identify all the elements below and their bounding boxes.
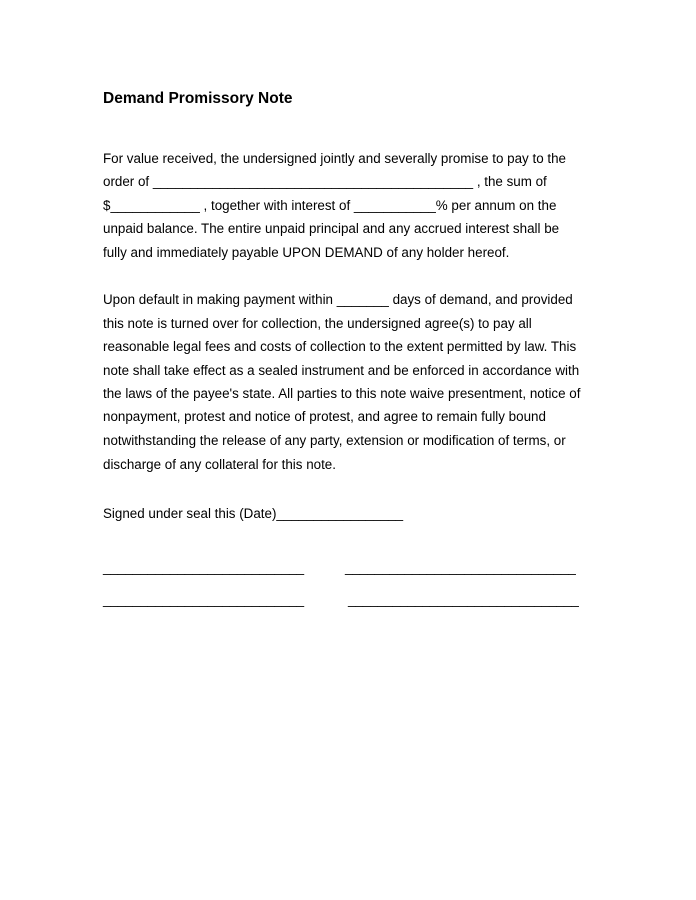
paragraph1-line: fully and immediately payable UPON DEMAND of any holder hereof. [103,245,510,260]
paragraph2-line: notwithstanding the release of any party, extension or modification of terms, or [103,433,566,448]
paragraph1-line: $____________ , together with interest of ___________% per annum on the [103,198,557,213]
signed-under-seal-line: Signed under seal this (Date)_________________ [103,506,404,521]
signature-line-left: ___________________________ [103,592,305,607]
paragraph2-line: nonpayment, protest and notice of protest, and agree to remain fully bound [103,409,546,424]
paragraph1-line: For value received, the undersigned jointly and severally promise to pay to the [103,151,566,166]
paragraph2-line: discharge of any collateral for this note. [103,457,336,472]
paragraph1-line: order of ___________________________________________ , the sum of [103,174,547,189]
signature-line-right: _______________________________ [348,592,579,607]
paragraph2-line: the laws of the payee's state. All parties to this note waive presentment, notice of [103,386,581,401]
signature-line-right: _______________________________ [345,560,576,575]
document-title: Demand Promissory Note [103,90,293,107]
paragraph2-line: reasonable legal fees and costs of collection to the extent permitted by law. This [103,339,577,354]
paragraph2-line: this note is turned over for collection, the undersigned agree(s) to pay all [103,316,532,331]
paragraph1-line: unpaid balance. The entire unpaid principal and any accrued interest shall be [103,221,560,236]
signature-line-left: ___________________________ [103,560,305,575]
paragraph2-line: note shall take effect as a sealed instrument and be enforced in accordance with [103,363,580,378]
paragraph2-line: Upon default in making payment within _______ days of demand, and provided [103,292,573,307]
